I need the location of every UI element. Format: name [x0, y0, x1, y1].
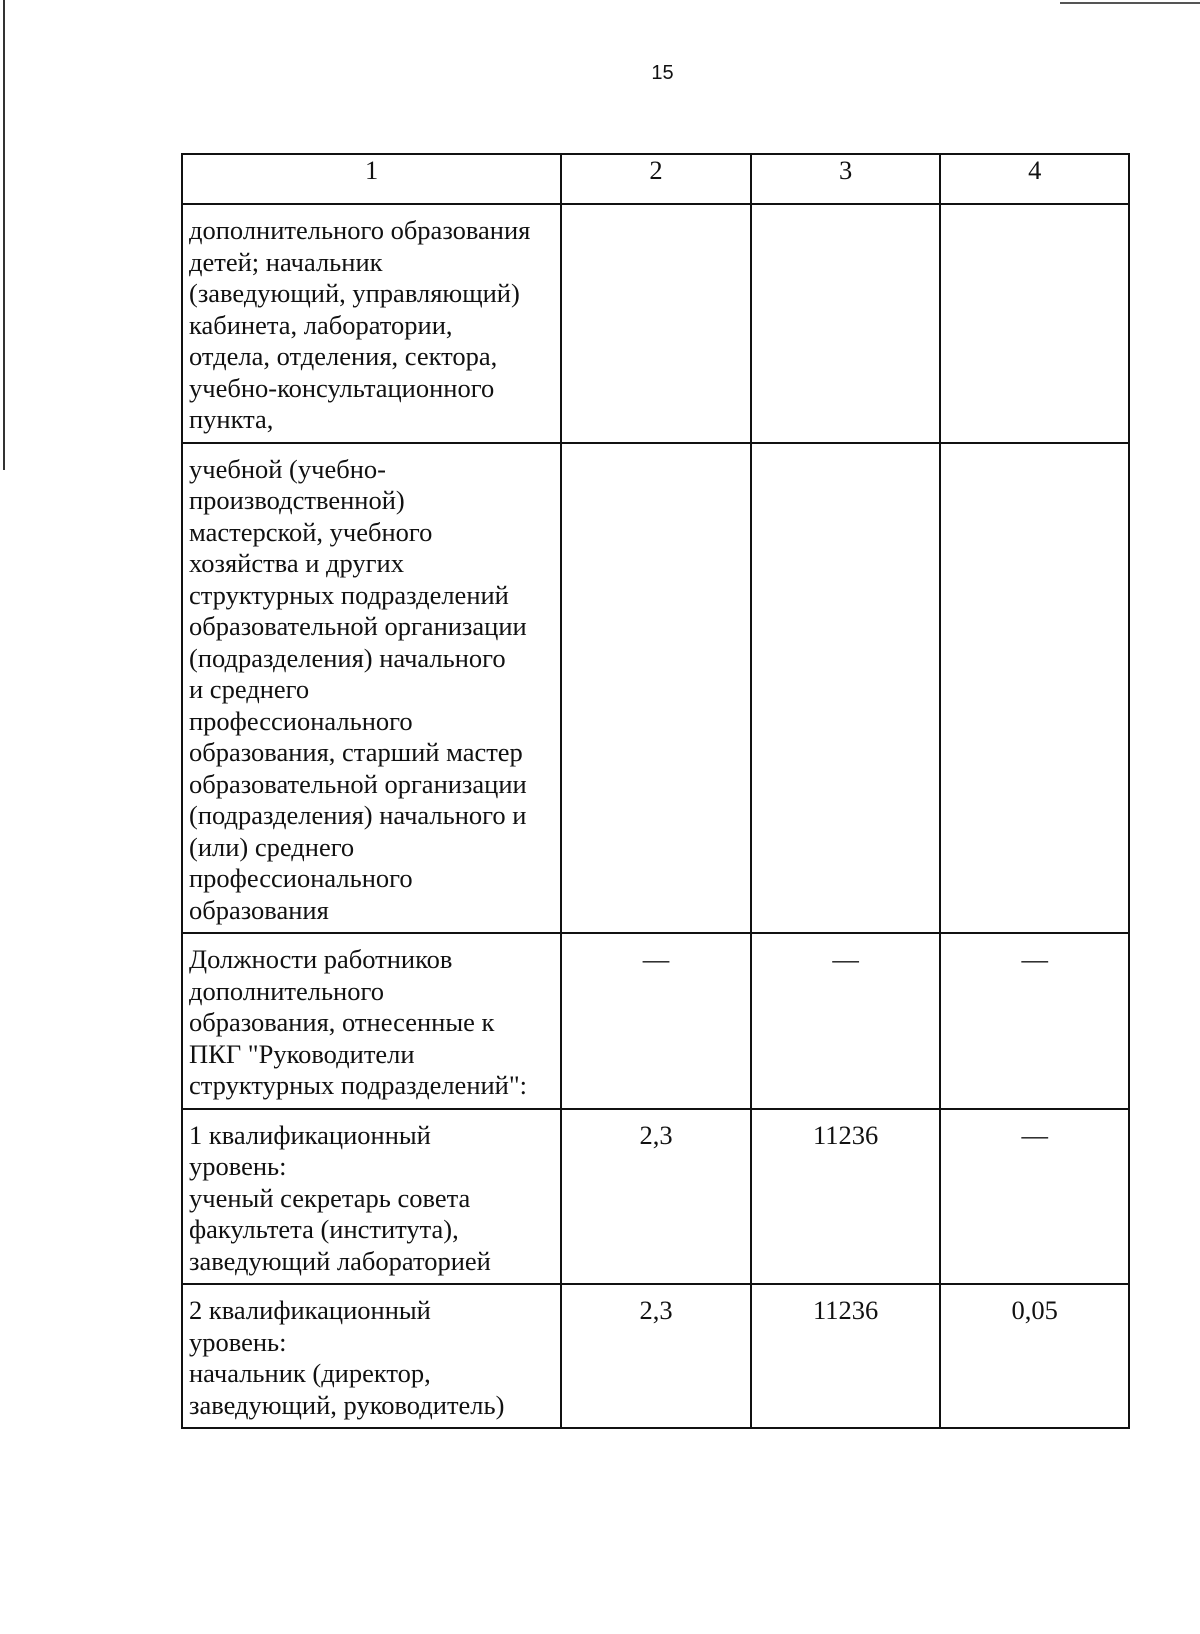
cell-line: учебно-консультационного — [189, 372, 495, 403]
cell-line: (или) среднего — [189, 831, 355, 862]
cell-line: (подразделения) начального — [189, 642, 506, 673]
cell-line: 1 квалификационный — [189, 1119, 431, 1150]
increase-coefficient-cell — [940, 443, 1129, 934]
table-row — [182, 1284, 1129, 1428]
cell-line: структурных подразделений": — [189, 1070, 528, 1100]
coefficient-cell: 2,3 — [561, 1284, 751, 1428]
cell-line: (подразделения) начального и — [189, 800, 527, 830]
cell-line: детей; начальник — [189, 246, 383, 277]
cell-line: образования — [189, 894, 329, 925]
column-header-2: 2 — [561, 154, 751, 204]
salary-table — [181, 153, 1130, 1429]
page-number: 15 — [651, 62, 674, 84]
cell-line: начальник (директор, — [189, 1358, 431, 1388]
column-header-1: 1 — [182, 154, 561, 204]
position-cell — [182, 1109, 561, 1285]
base-salary-cell: 11236 — [751, 1284, 941, 1428]
coefficient-cell — [561, 443, 751, 934]
cell-line: образования, старший мастер — [189, 737, 523, 767]
cell-line: дополнительного образования — [189, 215, 531, 245]
table-row — [182, 443, 1129, 934]
coefficient-cell: 2,3 — [561, 1109, 751, 1285]
position-cell — [182, 933, 561, 1109]
cell-line: факультета (института), — [189, 1214, 459, 1244]
cell-line: ПКГ "Руководители — [189, 1038, 415, 1069]
cell-line: уровень: — [189, 1151, 287, 1181]
cell-line: заведующий лабораторией — [189, 1245, 491, 1276]
increase-coefficient-cell: 0,05 — [940, 1284, 1129, 1428]
column-header-3: 3 — [751, 154, 941, 204]
cell-line: 2 квалификационный — [189, 1295, 431, 1325]
cell-line: учебной (учебно- — [189, 453, 386, 484]
table-row — [182, 204, 1129, 443]
position-cell — [182, 443, 561, 934]
increase-coefficient-cell: — — [940, 933, 1129, 1109]
coefficient-cell — [561, 204, 751, 443]
position-cell — [182, 204, 561, 443]
cell-line: отдела, отделения, сектора, — [189, 341, 498, 371]
cell-line: (заведующий, управляющий) — [189, 278, 520, 308]
cell-line: мастерской, учебного — [189, 516, 433, 547]
scan-edge-top — [1060, 2, 1200, 4]
cell-line: Должности работников — [189, 944, 453, 974]
base-salary-cell: 11236 — [751, 1109, 941, 1285]
cell-line: образования, отнесенные к — [189, 1007, 495, 1037]
base-salary-cell — [751, 443, 941, 934]
table-row — [182, 933, 1129, 1109]
increase-coefficient-cell — [940, 204, 1129, 443]
column-header-4: 4 — [940, 154, 1129, 204]
cell-line: заведующий, руководитель) — [189, 1389, 505, 1420]
cell-line: производственной) — [189, 485, 405, 515]
cell-line: профессионального — [189, 705, 413, 736]
base-salary-cell — [751, 204, 941, 443]
table-row — [182, 1109, 1129, 1285]
cell-line: пункта, — [189, 404, 274, 434]
increase-coefficient-cell: — — [940, 1109, 1129, 1285]
coefficient-cell: — — [561, 933, 751, 1109]
cell-line: кабинета, лаборатории, — [189, 309, 453, 340]
cell-line: дополнительного — [189, 975, 384, 1006]
cell-line: хозяйства и других — [189, 548, 404, 578]
cell-line: образовательной организации — [189, 611, 527, 641]
cell-line: образовательной организации — [189, 768, 527, 799]
position-cell — [182, 1284, 561, 1428]
base-salary-cell: — — [751, 933, 941, 1109]
cell-line: уровень: — [189, 1326, 287, 1357]
table-header-row — [182, 154, 1129, 204]
cell-line: и среднего — [189, 674, 310, 704]
cell-line: ученый секретарь совета — [189, 1182, 471, 1213]
cell-line: структурных подразделений — [189, 579, 509, 610]
cell-line: профессионального — [189, 863, 413, 893]
